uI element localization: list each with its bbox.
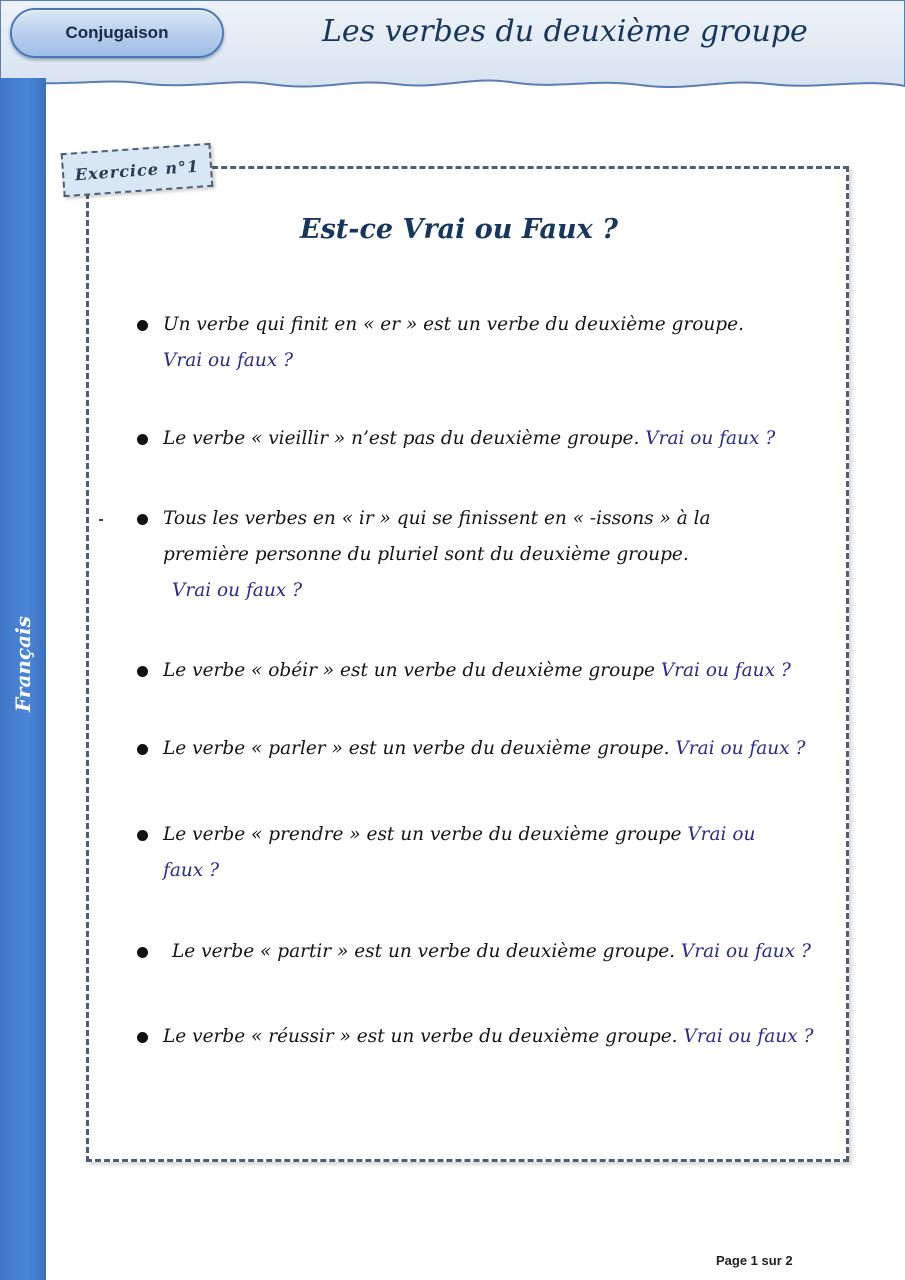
answer-prompt: Vrai ou faux ? <box>675 738 806 759</box>
question-text <box>163 1019 823 1055</box>
answer-prompt: Vrai ou faux ? <box>683 1026 814 1047</box>
question-text <box>163 501 823 609</box>
bullet-icon <box>137 434 148 445</box>
bullet-icon <box>137 1032 148 1043</box>
answer-prompt: Vrai ou faux ? <box>680 941 811 962</box>
answer-prompt: Vrai ou faux ? <box>645 428 776 449</box>
question-text <box>163 731 823 767</box>
question-statement: Le verbe « prendre » est un verbe du deuxième groupe <box>163 824 682 845</box>
bullet-icon <box>137 320 148 331</box>
bullet-icon <box>137 947 148 958</box>
question-text <box>163 934 823 970</box>
answer-prompt: Vrai ou faux ? <box>163 350 293 371</box>
category-badge <box>10 8 224 58</box>
answer-prompt: Vrai ou <box>687 824 756 845</box>
question-statement-cont: première personne du pluriel sont du deuxième groupe. <box>163 544 689 565</box>
exercise-title: Est-ce Vrai ou Faux ? <box>300 214 618 245</box>
bullet-icon <box>137 830 148 841</box>
bullet-icon <box>137 666 148 677</box>
page-title: Les verbes du deuxième groupe <box>322 14 808 49</box>
question-statement: Un verbe qui finit en « er » est un verbe du deuxième groupe. <box>163 314 744 335</box>
exercise-tag-label: Exercice n°1 <box>74 156 200 184</box>
category-label: Conjugaison <box>65 23 169 42</box>
question-text <box>163 653 823 689</box>
answer-prompt: Vrai ou faux ? <box>172 580 302 601</box>
question-statement: Le verbe « réussir » est un verbe du deuxième groupe. <box>163 1026 678 1047</box>
question-text <box>163 307 823 379</box>
bullet-icon <box>137 514 148 525</box>
bullet-icon <box>137 744 148 755</box>
answer-prompt: Vrai ou faux ? <box>660 660 791 681</box>
question-statement: Le verbe « partir » est un verbe du deuxième groupe. <box>172 941 676 962</box>
stray-mark <box>99 519 103 521</box>
question-statement: Le verbe « obéir » est un verbe du deuxième groupe <box>163 660 655 681</box>
page-indicator: Page 1 sur 2 <box>716 1253 793 1268</box>
subject-label: Français <box>11 616 35 712</box>
question-text <box>163 421 823 457</box>
question-statement: Le verbe « vieillir » n’est pas du deuxième groupe. <box>163 428 640 449</box>
question-text <box>163 817 823 889</box>
question-statement: Tous les verbes en « ir » qui se finissent en « -issons » à la <box>163 508 711 529</box>
question-statement: Le verbe « parler » est un verbe du deuxième groupe. <box>163 738 670 759</box>
answer-prompt-cont: faux ? <box>163 860 220 881</box>
